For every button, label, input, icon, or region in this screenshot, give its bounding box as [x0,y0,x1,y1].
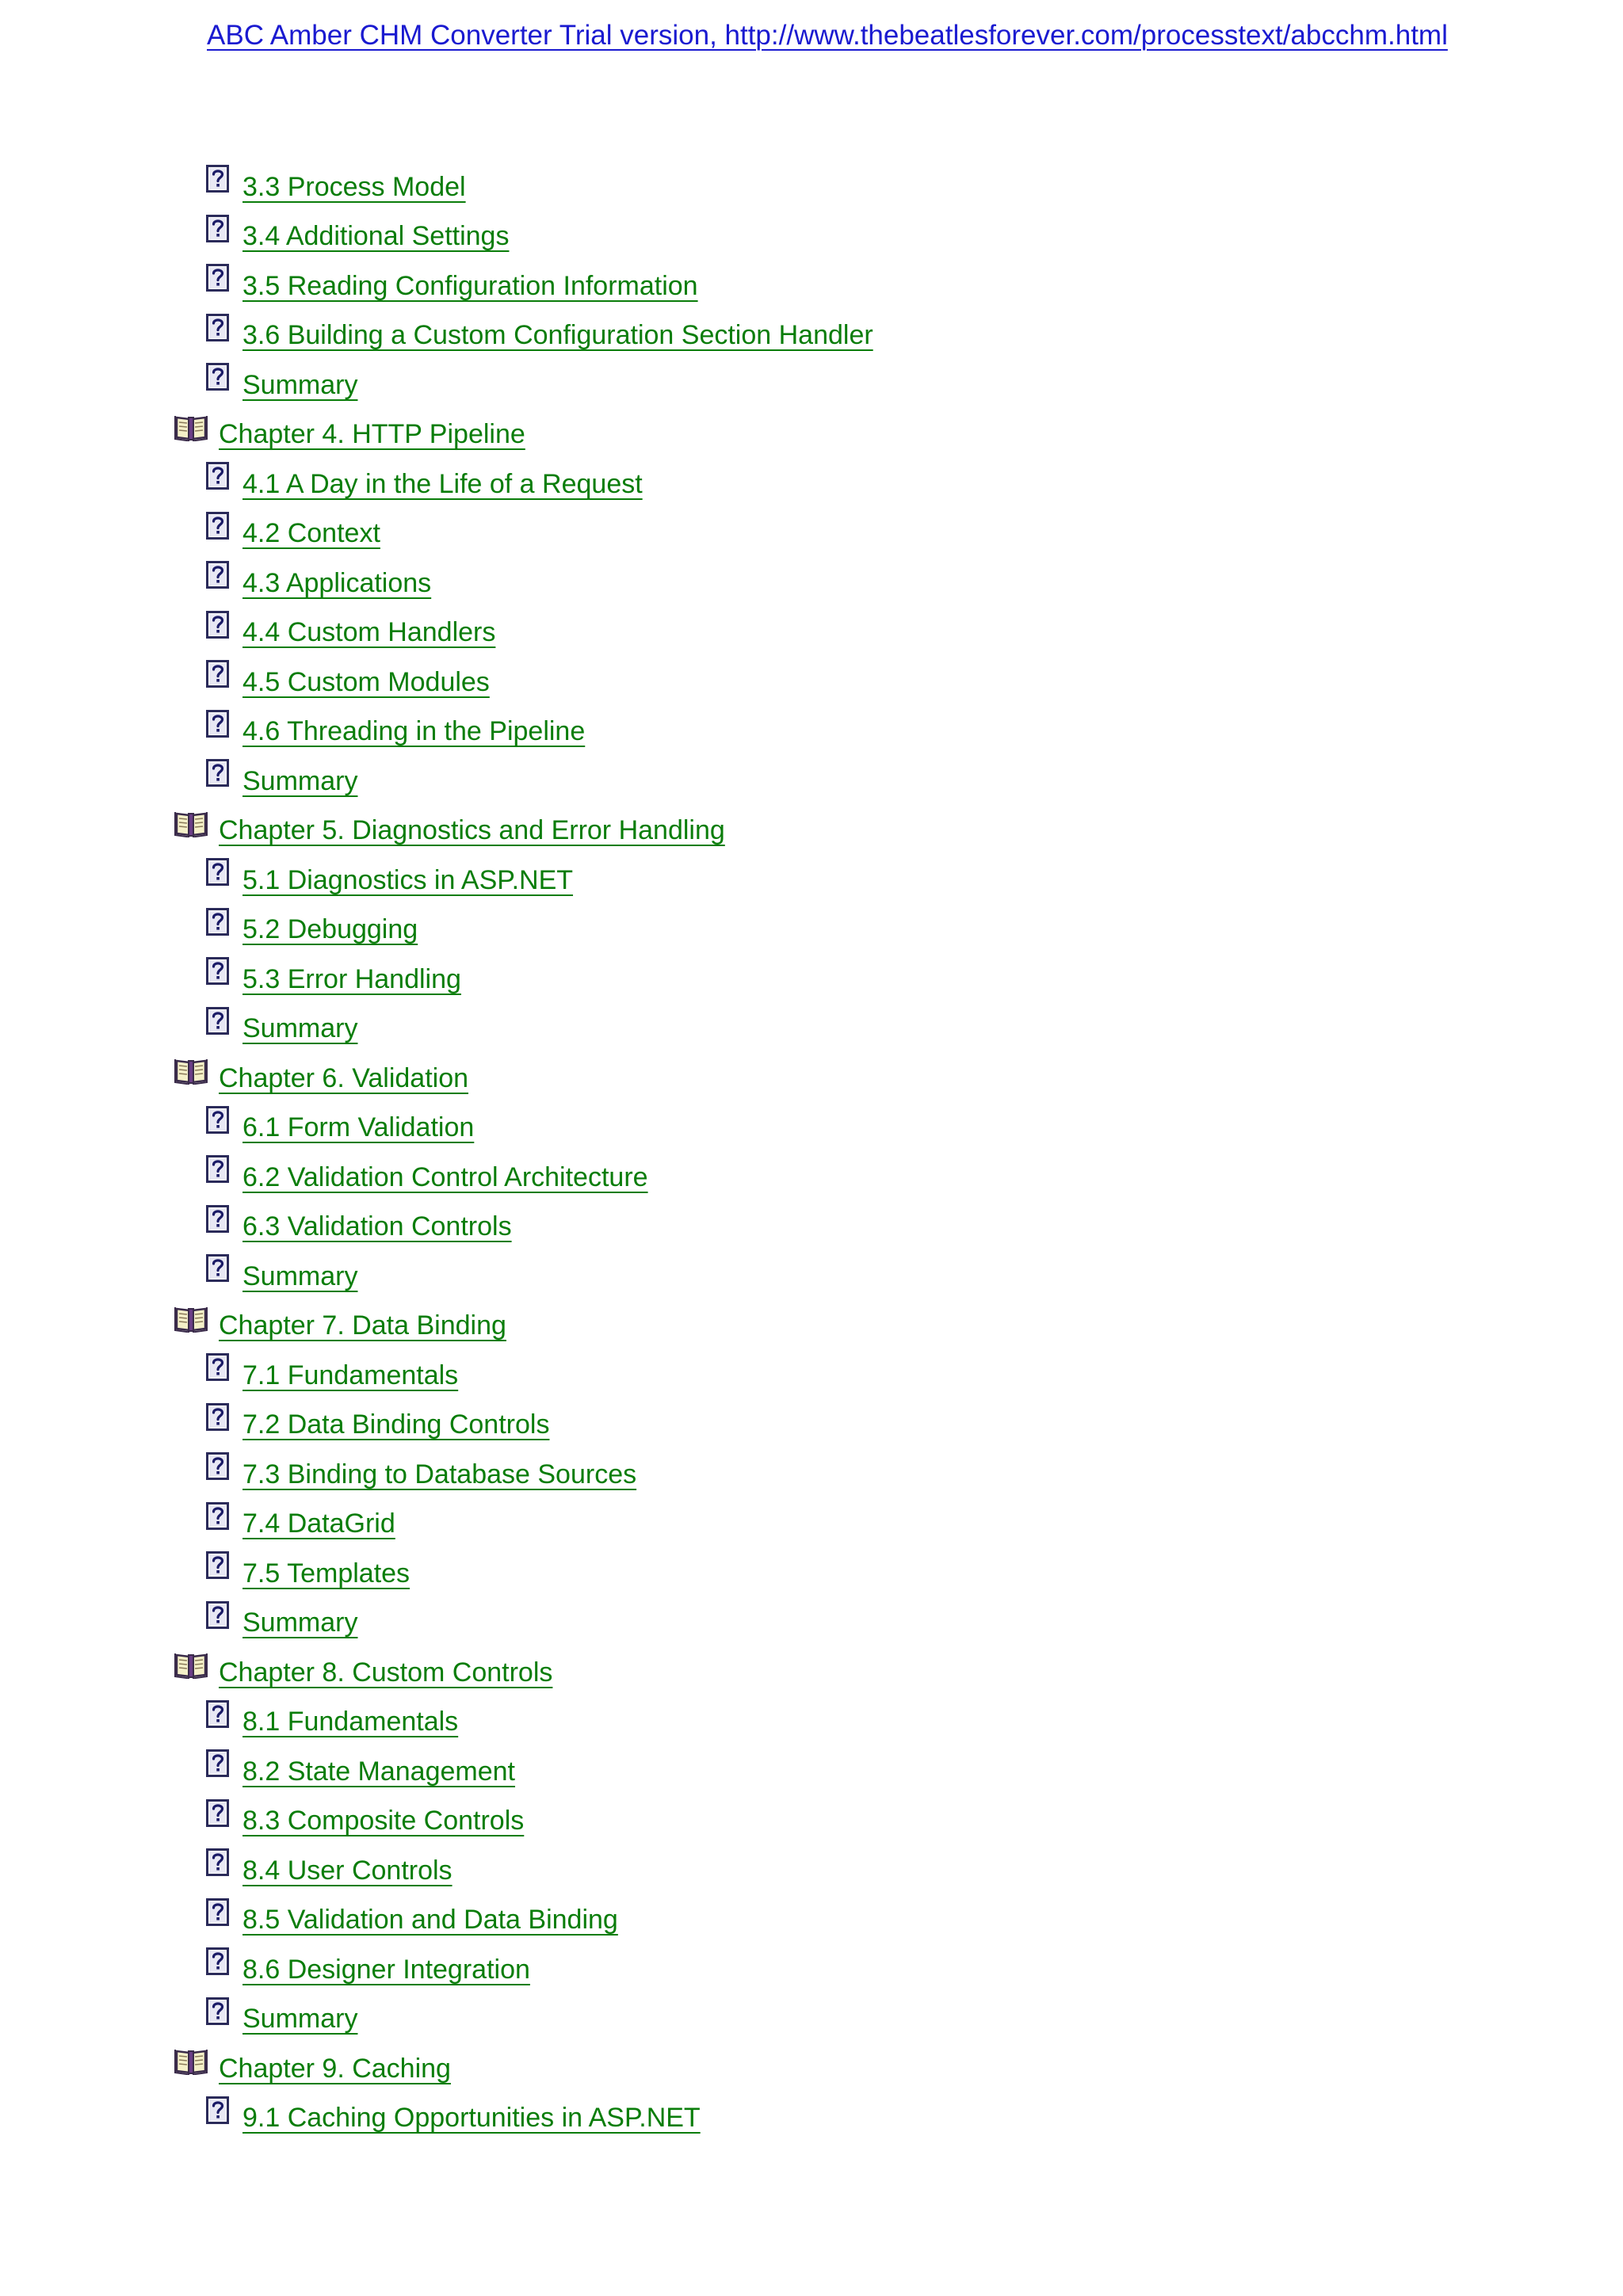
help-page-icon [206,1353,230,1382]
toc-link-label: 4.4 Custom Handlers [242,617,496,648]
toc-link-label: Summary [242,765,358,796]
toc-link-label: Summary [242,369,358,400]
toc-topic-row [0,605,1623,654]
help-page-icon [206,2096,230,2125]
help-page-icon [206,611,230,639]
help-page-icon [206,1205,230,1234]
toc-chapter-link[interactable] [174,2040,451,2090]
help-page-icon [206,1700,230,1729]
toc-topic-link[interactable] [206,902,418,952]
open-book-icon [174,413,208,441]
toc-topic-row [0,307,1623,357]
toc-topic-link[interactable] [206,208,509,258]
help-page-icon [206,1799,230,1828]
toc-link-label: 6.3 Validation Controls [242,1211,512,1242]
toc-link-label: 3.6 Building a Custom Configuration Section Handler [242,320,873,351]
toc-topic-row [0,1743,1623,1793]
toc-topic-row [0,753,1623,803]
toc-topic-link[interactable] [206,307,873,357]
toc-topic-link[interactable] [206,1001,357,1051]
toc-link-label: 7.1 Fundamentals [242,1360,459,1390]
toc-topic-link[interactable] [206,1347,458,1397]
help-page-icon [206,561,230,589]
help-page-icon [206,1749,230,1778]
help-page-icon [206,1452,230,1481]
help-page-icon [206,957,230,986]
toc-chapter-row [0,1050,1623,1100]
toc-topic-link[interactable] [206,1694,458,1744]
toc-link-label: 4.3 Applications [242,567,432,598]
toc-link-label: Summary [242,1261,358,1291]
toc-link-label: Chapter 8. Custom Controls [219,1657,553,1688]
help-page-icon [206,215,230,243]
toc-link-label: 3.4 Additional Settings [242,221,510,252]
toc-chapter-row [0,406,1623,456]
help-page-icon [206,314,230,342]
toc-topic-row [0,2090,1623,2140]
help-page-icon [206,710,230,738]
toc-link-label: 3.5 Reading Configuration Information [242,270,698,301]
toc-topic-link[interactable] [206,852,573,902]
toc-link-label: 4.2 Context [242,518,380,549]
toc-link-label: 7.2 Data Binding Controls [242,1409,550,1440]
toc-topic-link[interactable] [206,1842,453,1892]
toc-link-label: 6.1 Form Validation [242,1112,475,1143]
open-book-icon [174,1056,208,1085]
help-page-icon [206,1997,230,2026]
help-page-icon [206,1502,230,1531]
toc-topic-link[interactable] [206,1793,524,1843]
toc-link-label: Chapter 7. Data Binding [219,1310,506,1341]
toc-link-label: 7.4 DataGrid [242,1508,395,1539]
help-page-icon [206,512,230,540]
toc-link-label: 5.3 Error Handling [242,963,461,994]
toc-topic-link[interactable] [206,753,357,803]
toc-topic-link[interactable] [206,1743,515,1793]
toc-topic-link[interactable] [206,654,490,704]
toc-link-label: Summary [242,2004,358,2035]
toc-topic-link[interactable] [206,1199,512,1249]
help-page-icon [206,1254,230,1283]
open-book-icon [174,809,208,837]
toc-topic-link[interactable] [206,1149,648,1199]
toc-topic-row [0,951,1623,1001]
toc-link-label: 8.1 Fundamentals [242,1707,459,1737]
open-book-icon [174,1304,208,1333]
toc-topic-link[interactable] [206,158,466,208]
toc-topic-row [0,1001,1623,1051]
toc-link-label: 4.1 A Day in the Life of a Request [242,468,643,499]
toc-topic-link[interactable] [206,456,643,505]
toc-topic-row [0,654,1623,704]
toc-chapter-row [0,1644,1623,1694]
help-page-icon [206,858,230,887]
toc-chapter-link[interactable] [174,1298,506,1348]
toc-link-label: 7.3 Binding to Database Sources [242,1459,637,1489]
toc-chapter-row [0,2040,1623,2090]
toc-topic-row [0,1694,1623,1744]
toc-topic-row [0,1595,1623,1645]
toc-topic-link[interactable] [206,1545,410,1595]
toc-link-label: 8.6 Designer Integration [242,1954,530,1985]
toc-topic-link[interactable] [206,555,431,605]
toc-topic-link[interactable] [206,951,461,1001]
toc-chapter-row [0,803,1623,852]
toc-chapter-link[interactable] [174,803,725,852]
toc-topic-link[interactable] [206,1100,474,1150]
toc-topic-row [0,1842,1623,1892]
toc-topic-row [0,505,1623,555]
toc-topic-row [0,208,1623,258]
help-page-icon [206,165,230,193]
toc-topic-row [0,1991,1623,2041]
toc-link-label: Chapter 5. Diagnostics and Error Handling [219,815,725,846]
help-page-icon [206,462,230,490]
toc-topic-link[interactable] [206,357,357,406]
help-page-icon [206,1106,230,1135]
toc-topic-link[interactable] [206,704,585,753]
toc-topic-link[interactable] [206,1248,357,1298]
toc-link-label: 3.3 Process Model [242,171,466,202]
toc-topic-row [0,1248,1623,1298]
toc-topic-link[interactable] [206,505,380,555]
help-page-icon [206,1155,230,1184]
help-page-icon [206,660,230,688]
toc-link-label: 4.6 Threading in the Pipeline [242,716,586,747]
toc-link-label: 5.1 Diagnostics in ASP.NET [242,864,574,895]
help-page-icon [206,264,230,292]
toc-topic-link[interactable] [206,1595,357,1645]
toc-topic-link[interactable] [206,1496,395,1546]
toc-topic-row [0,1545,1623,1595]
help-page-icon [206,908,230,936]
help-page-icon [206,1898,230,1927]
toc-topic-link[interactable] [206,605,495,654]
toc-topic-row [0,1941,1623,1991]
table-of-contents [0,158,1623,2139]
toc-topic-row [0,1347,1623,1397]
toc-topic-row [0,1793,1623,1843]
help-page-icon [206,1848,230,1877]
toc-chapter-link[interactable] [174,1050,468,1100]
toc-topic-row [0,1149,1623,1199]
help-page-icon [206,759,230,788]
toc-topic-link[interactable] [206,1446,636,1496]
open-book-icon [174,2046,208,2075]
toc-link-label: Summary [242,1608,358,1638]
toc-link-label: 7.5 Templates [242,1558,411,1589]
toc-topic-row [0,1446,1623,1496]
toc-topic-row [0,257,1623,307]
toc-topic-row [0,902,1623,952]
toc-link-label: Chapter 4. HTTP Pipeline [219,419,525,450]
toc-link-label: Chapter 6. Validation [219,1062,469,1093]
toc-topic-link[interactable] [206,1991,357,2041]
toc-link-label: 8.3 Composite Controls [242,1806,525,1836]
toc-topic-row [0,852,1623,902]
toc-topic-row [0,1199,1623,1249]
toc-link-label: 4.5 Custom Modules [242,666,490,697]
toc-link-label: 5.2 Debugging [242,914,418,945]
help-page-icon [206,1947,230,1976]
toc-link-label: 8.4 User Controls [242,1855,453,1886]
help-page-icon [206,1601,230,1630]
toc-topic-row [0,158,1623,208]
open-book-icon [174,1650,208,1679]
toc-topic-row [0,456,1623,505]
toc-link-label: 8.2 State Management [242,1756,516,1787]
toc-topic-link[interactable] [206,1941,530,1991]
help-page-icon [206,1551,230,1580]
toc-link-label: Summary [242,1013,358,1044]
toc-topic-row [0,1397,1623,1447]
toc-topic-row [0,1496,1623,1546]
toc-link-label: 6.2 Validation Control Architecture [242,1161,648,1192]
toc-chapter-link[interactable] [174,1644,552,1694]
toc-topic-link[interactable] [206,1397,549,1447]
toc-chapter-link[interactable] [174,406,525,456]
toc-link-label: Chapter 9. Caching [219,2053,451,2084]
toc-chapter-row [0,1298,1623,1348]
toc-link-label: 8.5 Validation and Data Binding [242,1905,618,1936]
toc-topic-link[interactable] [206,1892,618,1942]
help-page-icon [206,1403,230,1432]
toc-topic-link[interactable] [206,257,698,307]
toc-topic-row [0,1892,1623,1942]
toc-topic-row [0,357,1623,406]
toc-topic-link[interactable] [206,2090,701,2140]
help-page-icon [206,1007,230,1035]
toc-link-label: 9.1 Caching Opportunities in ASP.NET [242,2103,701,2134]
toc-topic-row [0,704,1623,753]
toc-topic-row [0,1100,1623,1150]
help-page-icon [206,363,230,391]
toc-topic-row [0,555,1623,605]
converter-trial-banner-link[interactable]: ABC Amber CHM Converter Trial version, http://www.thebeatlesforever.com/processtext/abcchm.html [207,20,1448,51]
